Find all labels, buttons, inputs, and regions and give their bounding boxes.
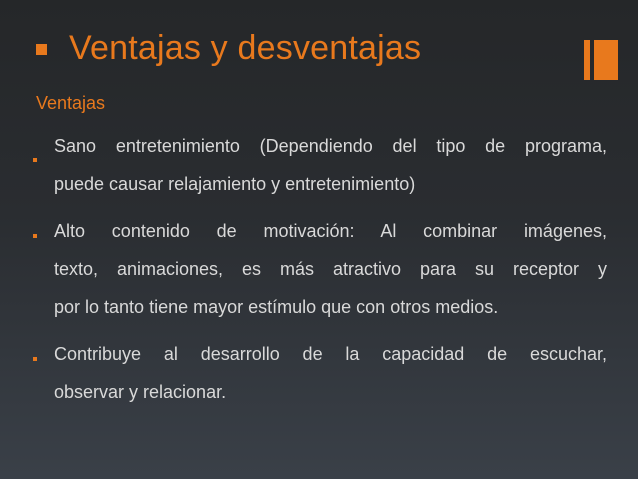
section-subtitle: Ventajas [36, 93, 106, 113]
square-bullet-icon [36, 44, 47, 55]
bullet-line: observar y relacionar. [54, 382, 227, 402]
bullet-line: Contribuye al desarrollo de la capacidad de escuchar, [54, 344, 607, 364]
bullet-text [54, 212, 607, 326]
bullet-dot-icon [33, 234, 37, 238]
bullet-line: por lo tanto tiene mayor estímulo que con otros medios. [54, 297, 499, 317]
bullet-line: texto, animaciones, es más atractivo para su receptor y [54, 259, 607, 279]
accent-bars-icon [584, 40, 618, 80]
accent-bar-thin [584, 40, 590, 80]
bullet-line: puede causar relajamiento y entretenimiento) [54, 174, 416, 194]
slide-title: Ventajas y desventajas [69, 28, 422, 67]
accent-bar-thick [594, 40, 618, 80]
bullet-dot-icon [33, 158, 37, 162]
bullet-line: Sano entretenimiento (Dependiendo del tipo de programa, [54, 136, 607, 156]
title-row [36, 26, 421, 70]
bullet-text [54, 335, 607, 411]
bullet-text [54, 127, 607, 203]
bullet-line: Alto contenido de motivación: Al combinar imágenes, [54, 221, 607, 241]
bullet-dot-icon [33, 357, 37, 361]
